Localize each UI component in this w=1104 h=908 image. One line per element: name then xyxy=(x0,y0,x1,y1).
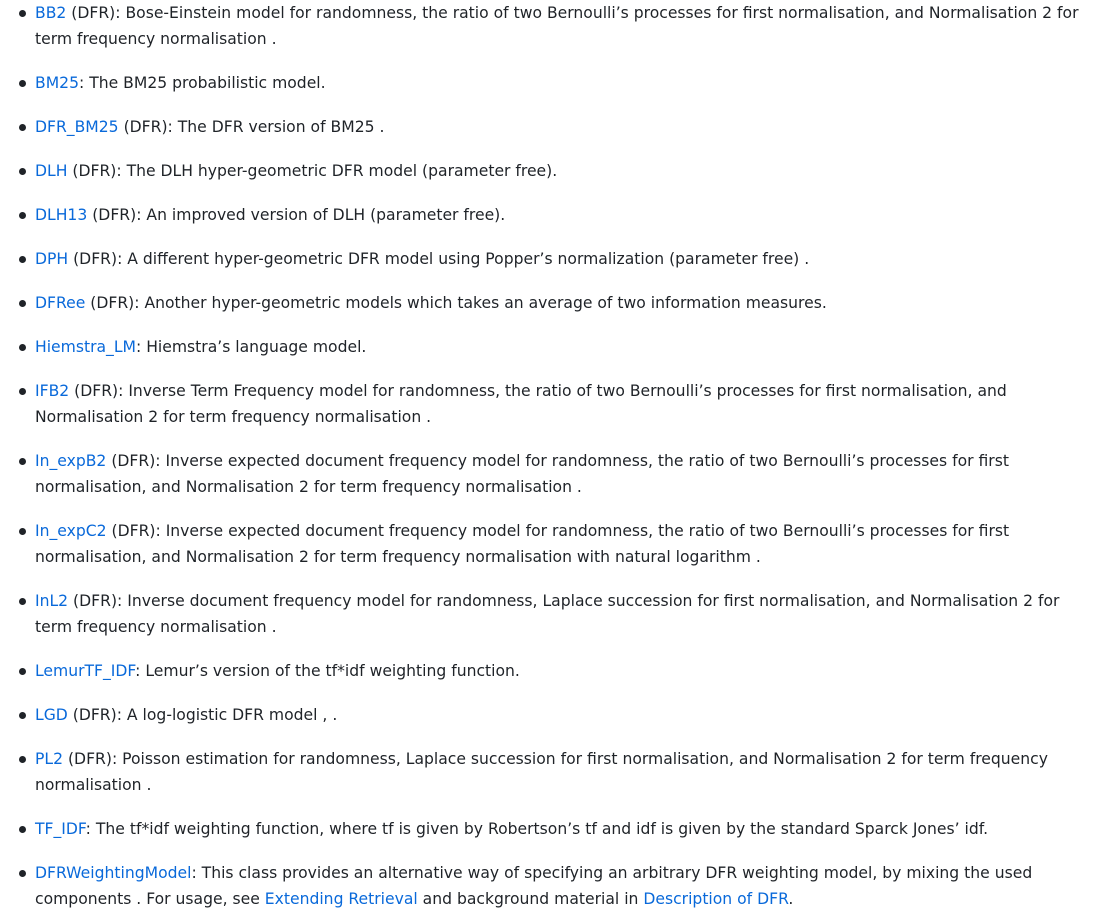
model-tag: (DFR) xyxy=(63,750,112,768)
list-item-ifb2 xyxy=(35,378,1100,430)
model-description: : Poisson estimation for randomness, Laplace succession for first normalisation, and Normalisation 2 for term frequency normalisation . xyxy=(35,750,1048,794)
bullet-icon xyxy=(19,168,26,175)
list-item-dlh xyxy=(35,158,1100,184)
model-description: : Lemur’s version of the tf*idf weighting function. xyxy=(135,662,520,680)
model-tag: (DFR) xyxy=(85,294,135,312)
list-item-dph xyxy=(35,246,1100,272)
model-tag: (DFR) xyxy=(106,452,156,470)
list-item-dfree xyxy=(35,290,1100,316)
list-item-lemurtf-idf xyxy=(35,658,1100,684)
list-item-dfrweightingmodel xyxy=(35,860,1100,908)
model-link[interactable]: BM25 xyxy=(35,74,79,92)
list-item-lgd xyxy=(35,702,1100,728)
model-link[interactable]: LemurTF_IDF xyxy=(35,662,136,680)
model-link[interactable]: DFRWeightingModel xyxy=(35,864,192,882)
model-link[interactable]: IFB2 xyxy=(35,382,70,400)
model-link[interactable]: DLH13 xyxy=(35,206,88,224)
description-of-dfr-link[interactable]: Description of DFR xyxy=(643,890,789,908)
list-item-dfr-bm25 xyxy=(35,114,1100,140)
model-description: : Bose-Einstein model for randomness, the ratio of two Bernoulli’s processes for first normalisation, and Normalisation 2 for term frequency normalisation . xyxy=(35,4,1079,48)
model-description: : Another hyper-geometric models which takes an average of two information measures. xyxy=(134,294,827,312)
bullet-icon xyxy=(19,528,26,535)
model-description: : The BM25 probabilistic model. xyxy=(79,74,326,92)
model-description: : This class provides an alternative way of specifying an arbitrary DFR weighting model, by mixing the used components . For usage, see xyxy=(35,864,1033,908)
bullet-icon xyxy=(19,668,26,675)
bullet-icon xyxy=(19,756,26,763)
bullet-icon xyxy=(19,212,26,219)
model-description: : Inverse document frequency model for randomness, Laplace succession for first normalisation, and Normalisation 2 for term frequency normalisation . xyxy=(35,592,1060,636)
model-description: : Hiemstra’s language model. xyxy=(136,338,367,356)
model-description: : The tf*idf weighting function, where tf is given by Robertson’s tf and idf is given by the standard Sparck Jones’ idf. xyxy=(85,820,989,838)
model-tag: (DFR) xyxy=(68,250,118,268)
model-tag: (DFR) xyxy=(67,162,117,180)
model-description-end: . xyxy=(788,890,794,908)
list-item-hiemstra-lm xyxy=(35,334,1100,360)
model-description: : A log-logistic DFR model , . xyxy=(116,706,338,724)
model-link[interactable]: DLH xyxy=(35,162,68,180)
model-tag: (DFR) xyxy=(67,706,117,724)
list-item-bb2 xyxy=(35,0,1100,52)
list-item-tf-idf xyxy=(35,816,1100,842)
bullet-icon xyxy=(19,598,26,605)
bullet-icon xyxy=(19,388,26,395)
bullet-icon xyxy=(19,80,26,87)
model-link[interactable]: DFRee xyxy=(35,294,86,312)
model-link[interactable]: In_expC2 xyxy=(35,522,107,540)
model-link[interactable]: DFR_BM25 xyxy=(35,118,119,136)
model-link[interactable]: DPH xyxy=(35,250,69,268)
model-link[interactable]: LGD xyxy=(35,706,68,724)
model-description: : Inverse expected document frequency model for randomness, the ratio of two Bernoulli’s processes for first normalisation, and Normalisation 2 for term frequency normalisation with natural logarithm . xyxy=(35,522,1010,566)
extending-retrieval-link[interactable]: Extending Retrieval xyxy=(264,890,418,908)
model-description-cont: and background material in xyxy=(417,890,644,908)
bullet-icon xyxy=(19,826,26,833)
bullet-icon xyxy=(19,458,26,465)
model-description: : Inverse expected document frequency model for randomness, the ratio of two Bernoulli’s processes for first normalisation, and Normalisation 2 for term frequency normalisation . xyxy=(35,452,1009,496)
list-item-bm25 xyxy=(35,70,1100,96)
model-description: : An improved version of DLH (parameter free). xyxy=(136,206,506,224)
model-tag: (DFR) xyxy=(118,118,168,136)
bullet-icon xyxy=(19,10,26,17)
model-description: : The DLH hyper-geometric DFR model (parameter free). xyxy=(116,162,558,180)
model-link[interactable]: PL2 xyxy=(35,750,64,768)
model-description: : The DFR version of BM25 . xyxy=(167,118,385,136)
bullet-icon xyxy=(19,344,26,351)
model-link[interactable]: Hiemstra_LM xyxy=(35,338,136,356)
list-item-in-expc2 xyxy=(35,518,1100,570)
model-description: : A different hyper-geometric DFR model using Popper’s normalization (parameter free) . xyxy=(117,250,810,268)
bullet-icon xyxy=(19,870,26,877)
bullet-icon xyxy=(19,300,26,307)
model-description: : Inverse Term Frequency model for randomness, the ratio of two Bernoulli’s processes for first normalisation, and Normalisation 2 for term frequency normalisation . xyxy=(35,382,1007,426)
list-item-dlh13 xyxy=(35,202,1100,228)
model-link[interactable]: TF_IDF xyxy=(35,820,86,838)
model-tag: (DFR) xyxy=(66,4,116,22)
model-tag: (DFR) xyxy=(106,522,156,540)
list-item-pl2 xyxy=(35,746,1100,798)
model-link[interactable]: InL2 xyxy=(35,592,69,610)
list-item-in-expb2 xyxy=(35,448,1100,500)
model-link[interactable]: In_expB2 xyxy=(35,452,107,470)
bullet-icon xyxy=(19,712,26,719)
model-tag: (DFR) xyxy=(68,592,118,610)
model-tag: (DFR) xyxy=(87,206,137,224)
bullet-icon xyxy=(19,124,26,131)
model-link[interactable]: BB2 xyxy=(35,4,67,22)
model-tag: (DFR) xyxy=(69,382,119,400)
list-item-inl2 xyxy=(35,588,1100,640)
bullet-icon xyxy=(19,256,26,263)
